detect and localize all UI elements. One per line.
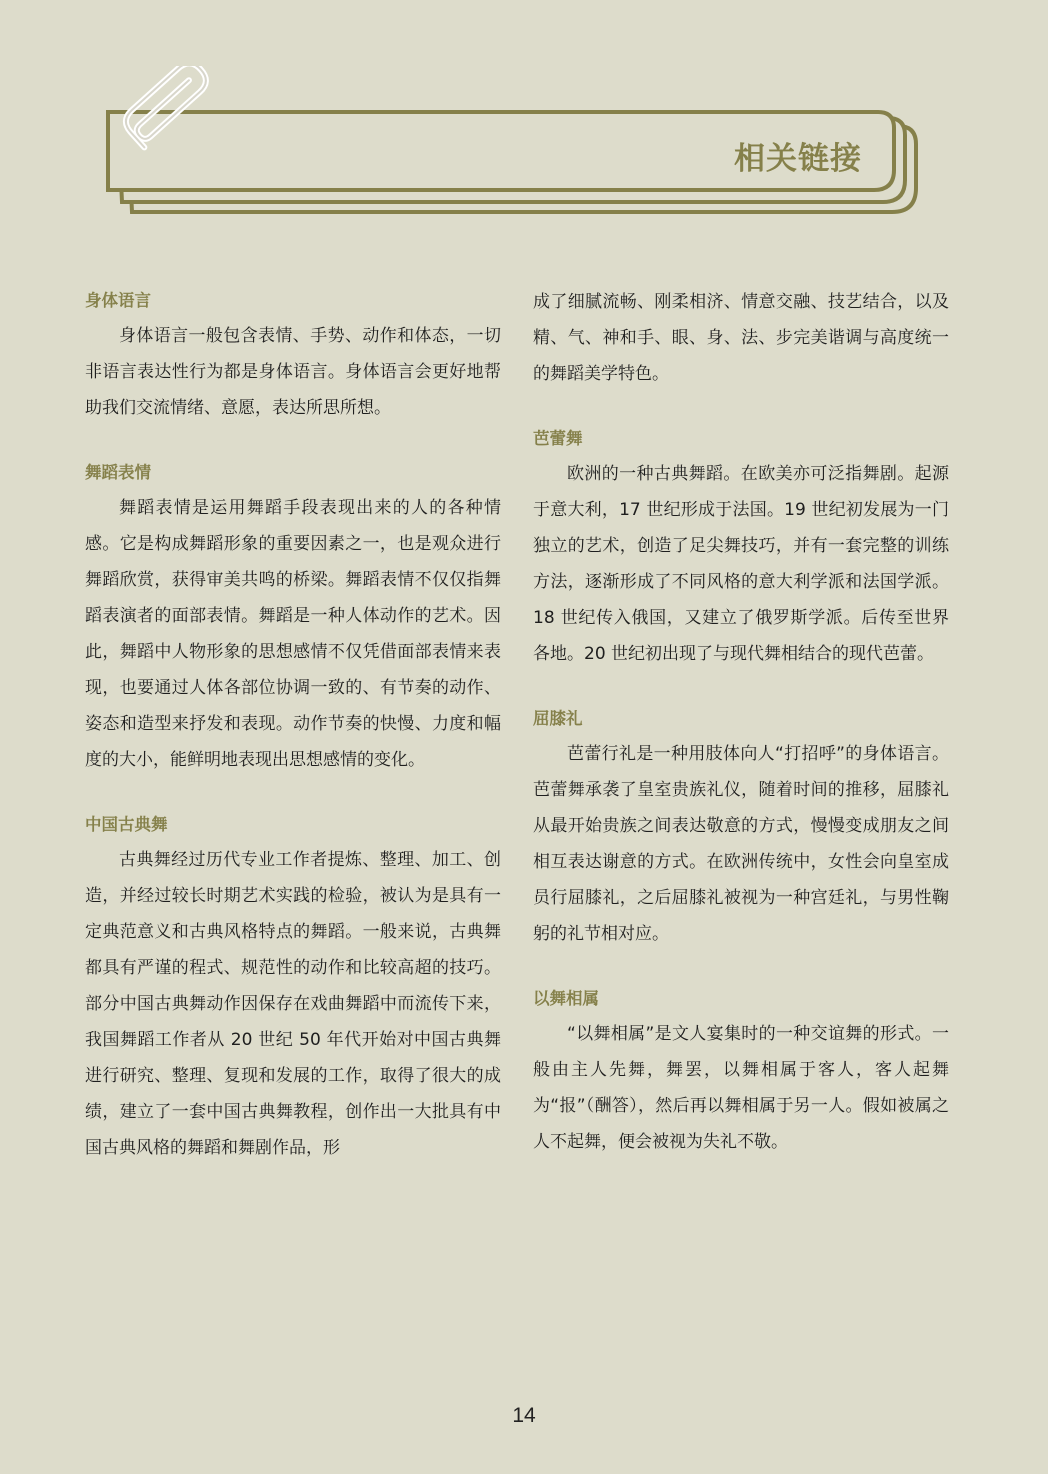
section-body: 芭蕾行礼是一种用肢体向人“打招呼”的身体语言。芭蕾舞承袭了皇室贵族礼仪，随着时间的推移，屈膝礼从最开始贵族之间表达敬意的方式，慢慢变成朋友之间相互表达谢意的方式。在欧洲传统中，女性会向皇室成员行屈膝礼，之后屈膝礼被视为一种宫廷礼，与男性鞠躬的礼节相对应。 <box>533 744 949 944</box>
left-column <box>85 284 501 1196</box>
banner-title: 相关链接 <box>734 141 862 177</box>
section-body: 舞蹈表情是运用舞蹈手段表现出来的人的各种情感。它是构成舞蹈形象的重要因素之一，也是观众进行舞蹈欣赏，获得审美共鸣的桥梁。舞蹈表情不仅仅指舞蹈表演者的面部表情。舞蹈是一种人体动作的艺术。因此，舞蹈中人物形象的思想感情不仅凭借面部表情来表现，也要通过人体各部位协调一致的、有节奏的动作、姿态和造型来抒发和表现。动作节奏的快慢、力度和幅度的大小，能鲜明地表现出思想感情的变化。 <box>85 498 501 770</box>
section-ballet <box>533 422 949 672</box>
section-dance-expression <box>85 456 501 778</box>
continuation-text: 成了细腻流畅、刚柔相济、情意交融、技艺结合，以及精、气、神和手、眼、身、法、步完美谐调与高度统一的舞蹈美学特色。 <box>533 292 949 384</box>
section-chinese-classical-dance <box>85 808 501 1166</box>
section-curtsy <box>533 702 949 952</box>
section-yiwu-xiangzhu <box>533 982 949 1160</box>
section-heading: 身体语言 <box>85 291 151 310</box>
page-number: 14 <box>512 1404 536 1427</box>
section-body: 古典舞经过历代专业工作者提炼、整理、加工、创造，并经过较长时期艺术实践的检验，被认为是具有一定典范意义和古典风格特点的舞蹈。一般来说，古典舞都具有严谨的程式、规范性的动作和比较高超的技巧。部分中国古典舞动作因保存在戏曲舞蹈中而流传下来，我国舞蹈工作者从 20 世纪 50 年代开始对中国古典舞进行研究、整理、复现和发展的工作，取得了很大的成绩，建立了一套中国古典舞教程，创作出一大批具有中国古典风格的舞蹈和舞剧作品，形 <box>85 850 501 1158</box>
section-heading: 芭蕾舞 <box>533 429 583 448</box>
section-body-language <box>85 284 501 426</box>
section-body: 欧洲的一种古典舞蹈。在欧美亦可泛指舞剧。起源于意大利，17 世纪形成于法国。19 世纪初发展为一门独立的艺术，创造了足尖舞技巧，并有一套完整的训练方法，逐渐形成了不同风格的意大利学派和法国学派。18 世纪传入俄国，又建立了俄罗斯学派。后传至世界各地。20 世纪初出现了与现代舞相结合的现代芭蕾。 <box>533 464 949 664</box>
section-heading: 舞蹈表情 <box>85 463 151 482</box>
banner <box>0 0 1048 230</box>
section-body: “以舞相属”是文人宴集时的一种交谊舞的形式。一般由主人先舞，舞罢，以舞相属于客人，客人起舞为“报”（酬答），然后再以舞相属于另一人。假如被属之人不起舞，便会被视为失礼不敬。 <box>533 1024 949 1152</box>
section-continuation <box>533 284 949 392</box>
section-heading: 中国古典舞 <box>85 815 168 834</box>
section-heading: 以舞相属 <box>533 989 599 1008</box>
section-heading: 屈膝礼 <box>533 709 583 728</box>
right-column <box>533 284 949 1190</box>
section-body: 身体语言一般包含表情、手势、动作和体态，一切非语言表达性行为都是身体语言。身体语言会更好地帮助我们交流情绪、意愿，表达所思所想。 <box>85 326 501 418</box>
paperclip-icon <box>118 66 248 186</box>
